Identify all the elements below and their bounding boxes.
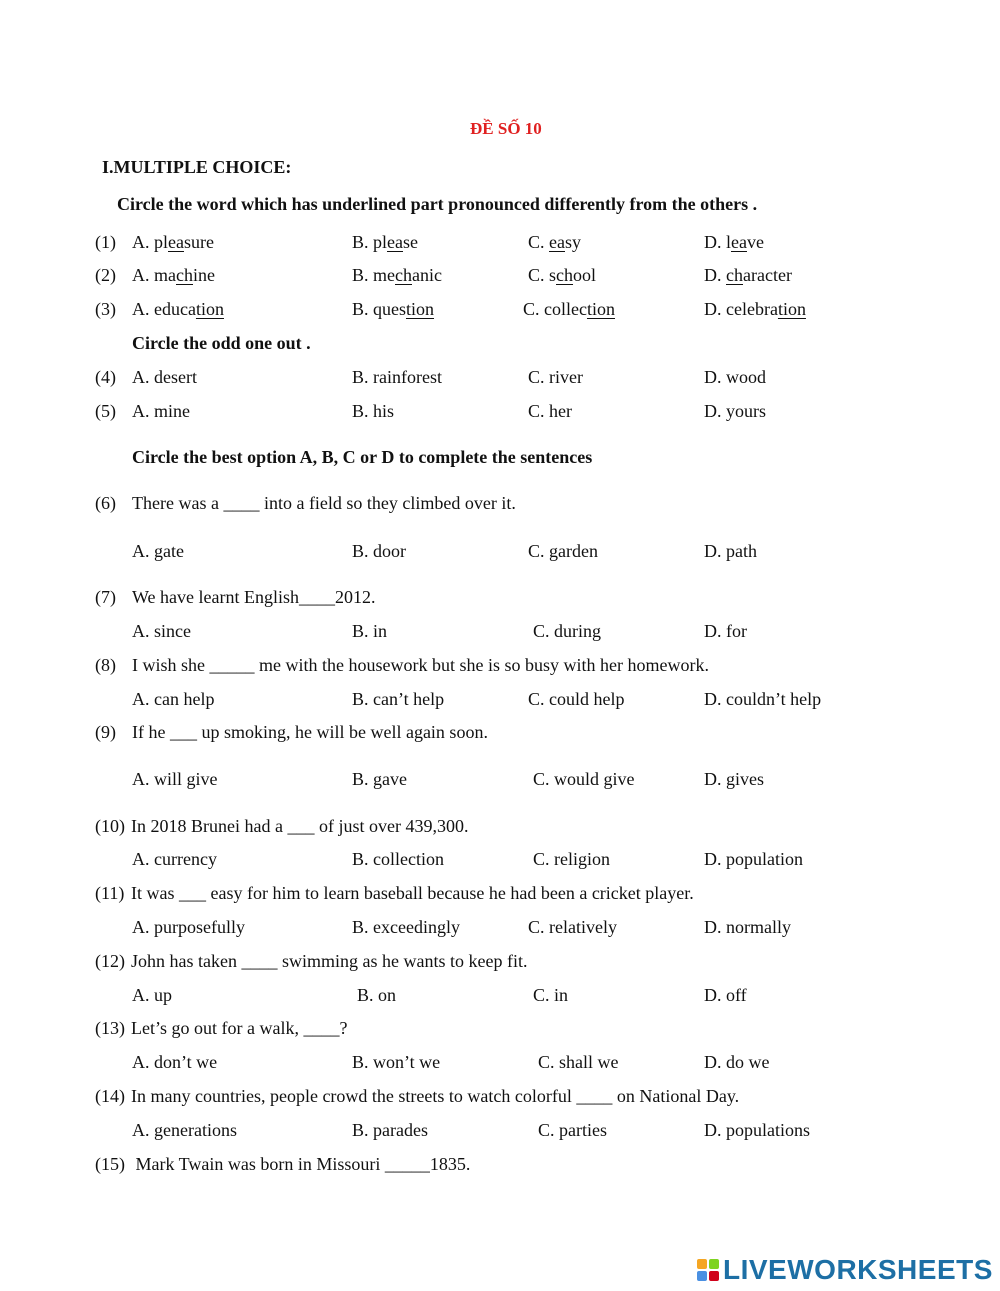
answer-option[interactable]: A. will give: [132, 769, 218, 789]
answer-option[interactable]: D. leave: [704, 232, 764, 252]
question-number: (5): [95, 401, 116, 421]
answer-option[interactable]: D. normally: [704, 917, 791, 937]
question-number: (13): [95, 1018, 125, 1038]
answer-option[interactable]: B. exceedingly: [352, 917, 460, 937]
question-stem: In many countries, people crowd the streets to watch colorful ____ on National Day.: [131, 1086, 740, 1106]
question-number: (1): [95, 232, 116, 252]
answer-option[interactable]: D. off: [704, 985, 747, 1005]
answer-option[interactable]: A. mine: [132, 401, 190, 421]
answer-option[interactable]: A. purposefully: [132, 917, 245, 937]
answer-option[interactable]: C. during: [533, 621, 602, 641]
answer-option[interactable]: B. parades: [352, 1120, 428, 1140]
answer-option[interactable]: B. door: [352, 541, 406, 561]
answer-option[interactable]: C. would give: [533, 769, 635, 789]
answer-option[interactable]: A. don’t we: [132, 1052, 218, 1072]
answer-option[interactable]: C. her: [528, 401, 572, 421]
answer-option[interactable]: A. pleasure: [132, 232, 214, 252]
answer-option[interactable]: B. can’t help: [352, 689, 445, 709]
answer-option[interactable]: D. character: [704, 265, 792, 285]
instruction-best-option: Circle the best option A, B, C or D to complete the sentences: [132, 447, 593, 467]
answer-option[interactable]: B. rainforest: [352, 367, 442, 387]
answer-option[interactable]: C. river: [528, 367, 583, 387]
question-stem: It was ___ easy for him to learn baseball because he had been a cricket player.: [131, 883, 694, 903]
answer-option[interactable]: A. education: [132, 299, 224, 319]
answer-option[interactable]: C. religion: [533, 849, 610, 869]
question-number: (10): [95, 816, 125, 836]
question-number: (3): [95, 299, 116, 319]
question-stem: Mark Twain was born in Missouri _____1835.: [131, 1154, 471, 1174]
answer-option[interactable]: D. path: [704, 541, 757, 561]
answer-option[interactable]: A. gate: [132, 541, 184, 561]
answer-option[interactable]: A. generations: [132, 1120, 237, 1140]
answer-option[interactable]: C. easy: [528, 232, 582, 252]
question-number: (6): [95, 493, 116, 513]
question-number: (12): [95, 951, 125, 971]
answer-option[interactable]: B. gave: [352, 769, 407, 789]
answer-option[interactable]: D. celebration: [704, 299, 806, 319]
answer-option[interactable]: D. populations: [704, 1120, 810, 1140]
question-number: (9): [95, 722, 116, 742]
answer-option[interactable]: D. wood: [704, 367, 766, 387]
answer-option[interactable]: C. could help: [528, 689, 625, 709]
question-number: (4): [95, 367, 116, 387]
answer-option[interactable]: D. population: [704, 849, 803, 869]
question-number: (11): [95, 883, 125, 903]
question-number: (8): [95, 655, 116, 675]
answer-option[interactable]: A. can help: [132, 689, 215, 709]
question-number: (15): [95, 1154, 125, 1174]
worksheet-title: ĐỀ SỐ 10: [470, 119, 542, 138]
answer-option[interactable]: B. collection: [352, 849, 444, 869]
answer-option[interactable]: B. on: [357, 985, 397, 1005]
answer-option[interactable]: A. machine: [132, 265, 215, 285]
answer-option[interactable]: D. for: [704, 621, 747, 641]
answer-option[interactable]: C. relatively: [528, 917, 617, 937]
instruction-odd-one-out: Circle the odd one out .: [132, 333, 311, 353]
answer-option[interactable]: B. won’t we: [352, 1052, 441, 1072]
question-stem: There was a ____ into a field so they climbed over it.: [132, 493, 516, 513]
question-number: (2): [95, 265, 116, 285]
answer-option[interactable]: C. parties: [538, 1120, 607, 1140]
brand-name: LIVEWORKSHEETS: [723, 1254, 993, 1285]
answer-option[interactable]: C. school: [528, 265, 597, 285]
answer-option[interactable]: B. please: [352, 232, 418, 252]
question-stem: If he ___ up smoking, he will be well again soon.: [132, 722, 488, 742]
answer-option[interactable]: D. gives: [704, 769, 764, 789]
instruction-pronunciation: Circle the word which has underlined part pronounced differently from the others .: [117, 194, 758, 214]
question-number: (7): [95, 587, 116, 607]
question-stem: In 2018 Brunei had a ___ of just over 439,300.: [131, 816, 469, 836]
answer-option[interactable]: D. yours: [704, 401, 766, 421]
answer-option[interactable]: B. mechanic: [352, 265, 442, 285]
answer-option[interactable]: C. shall we: [538, 1052, 619, 1072]
answer-option[interactable]: A. since: [132, 621, 191, 641]
answer-option[interactable]: A. currency: [132, 849, 217, 869]
answer-option[interactable]: D. do we: [704, 1052, 770, 1072]
answer-option[interactable]: B. in: [352, 621, 388, 641]
question-stem: We have learnt English____2012.: [132, 587, 376, 607]
answer-option[interactable]: A. up: [132, 985, 172, 1005]
answer-option[interactable]: D. couldn’t help: [704, 689, 822, 709]
question-number: (14): [95, 1086, 125, 1106]
liveworksheets-logo: [697, 1255, 993, 1285]
answer-option[interactable]: C. garden: [528, 541, 598, 561]
answer-option[interactable]: B. his: [352, 401, 395, 421]
question-stem: Let’s go out for a walk, ____?: [131, 1018, 348, 1038]
answer-option[interactable]: B. question: [352, 299, 435, 319]
answer-option[interactable]: C. in: [533, 985, 569, 1005]
brand-grid-icon: [697, 1259, 719, 1281]
question-stem: I wish she _____ me with the housework but she is so busy with her homework.: [132, 655, 709, 675]
answer-option[interactable]: A. desert: [132, 367, 197, 387]
question-stem: John has taken ____ swimming as he wants to keep fit.: [131, 951, 528, 971]
answer-option[interactable]: C. collection: [523, 299, 615, 319]
section-heading: I.MULTIPLE CHOICE:: [102, 157, 292, 177]
